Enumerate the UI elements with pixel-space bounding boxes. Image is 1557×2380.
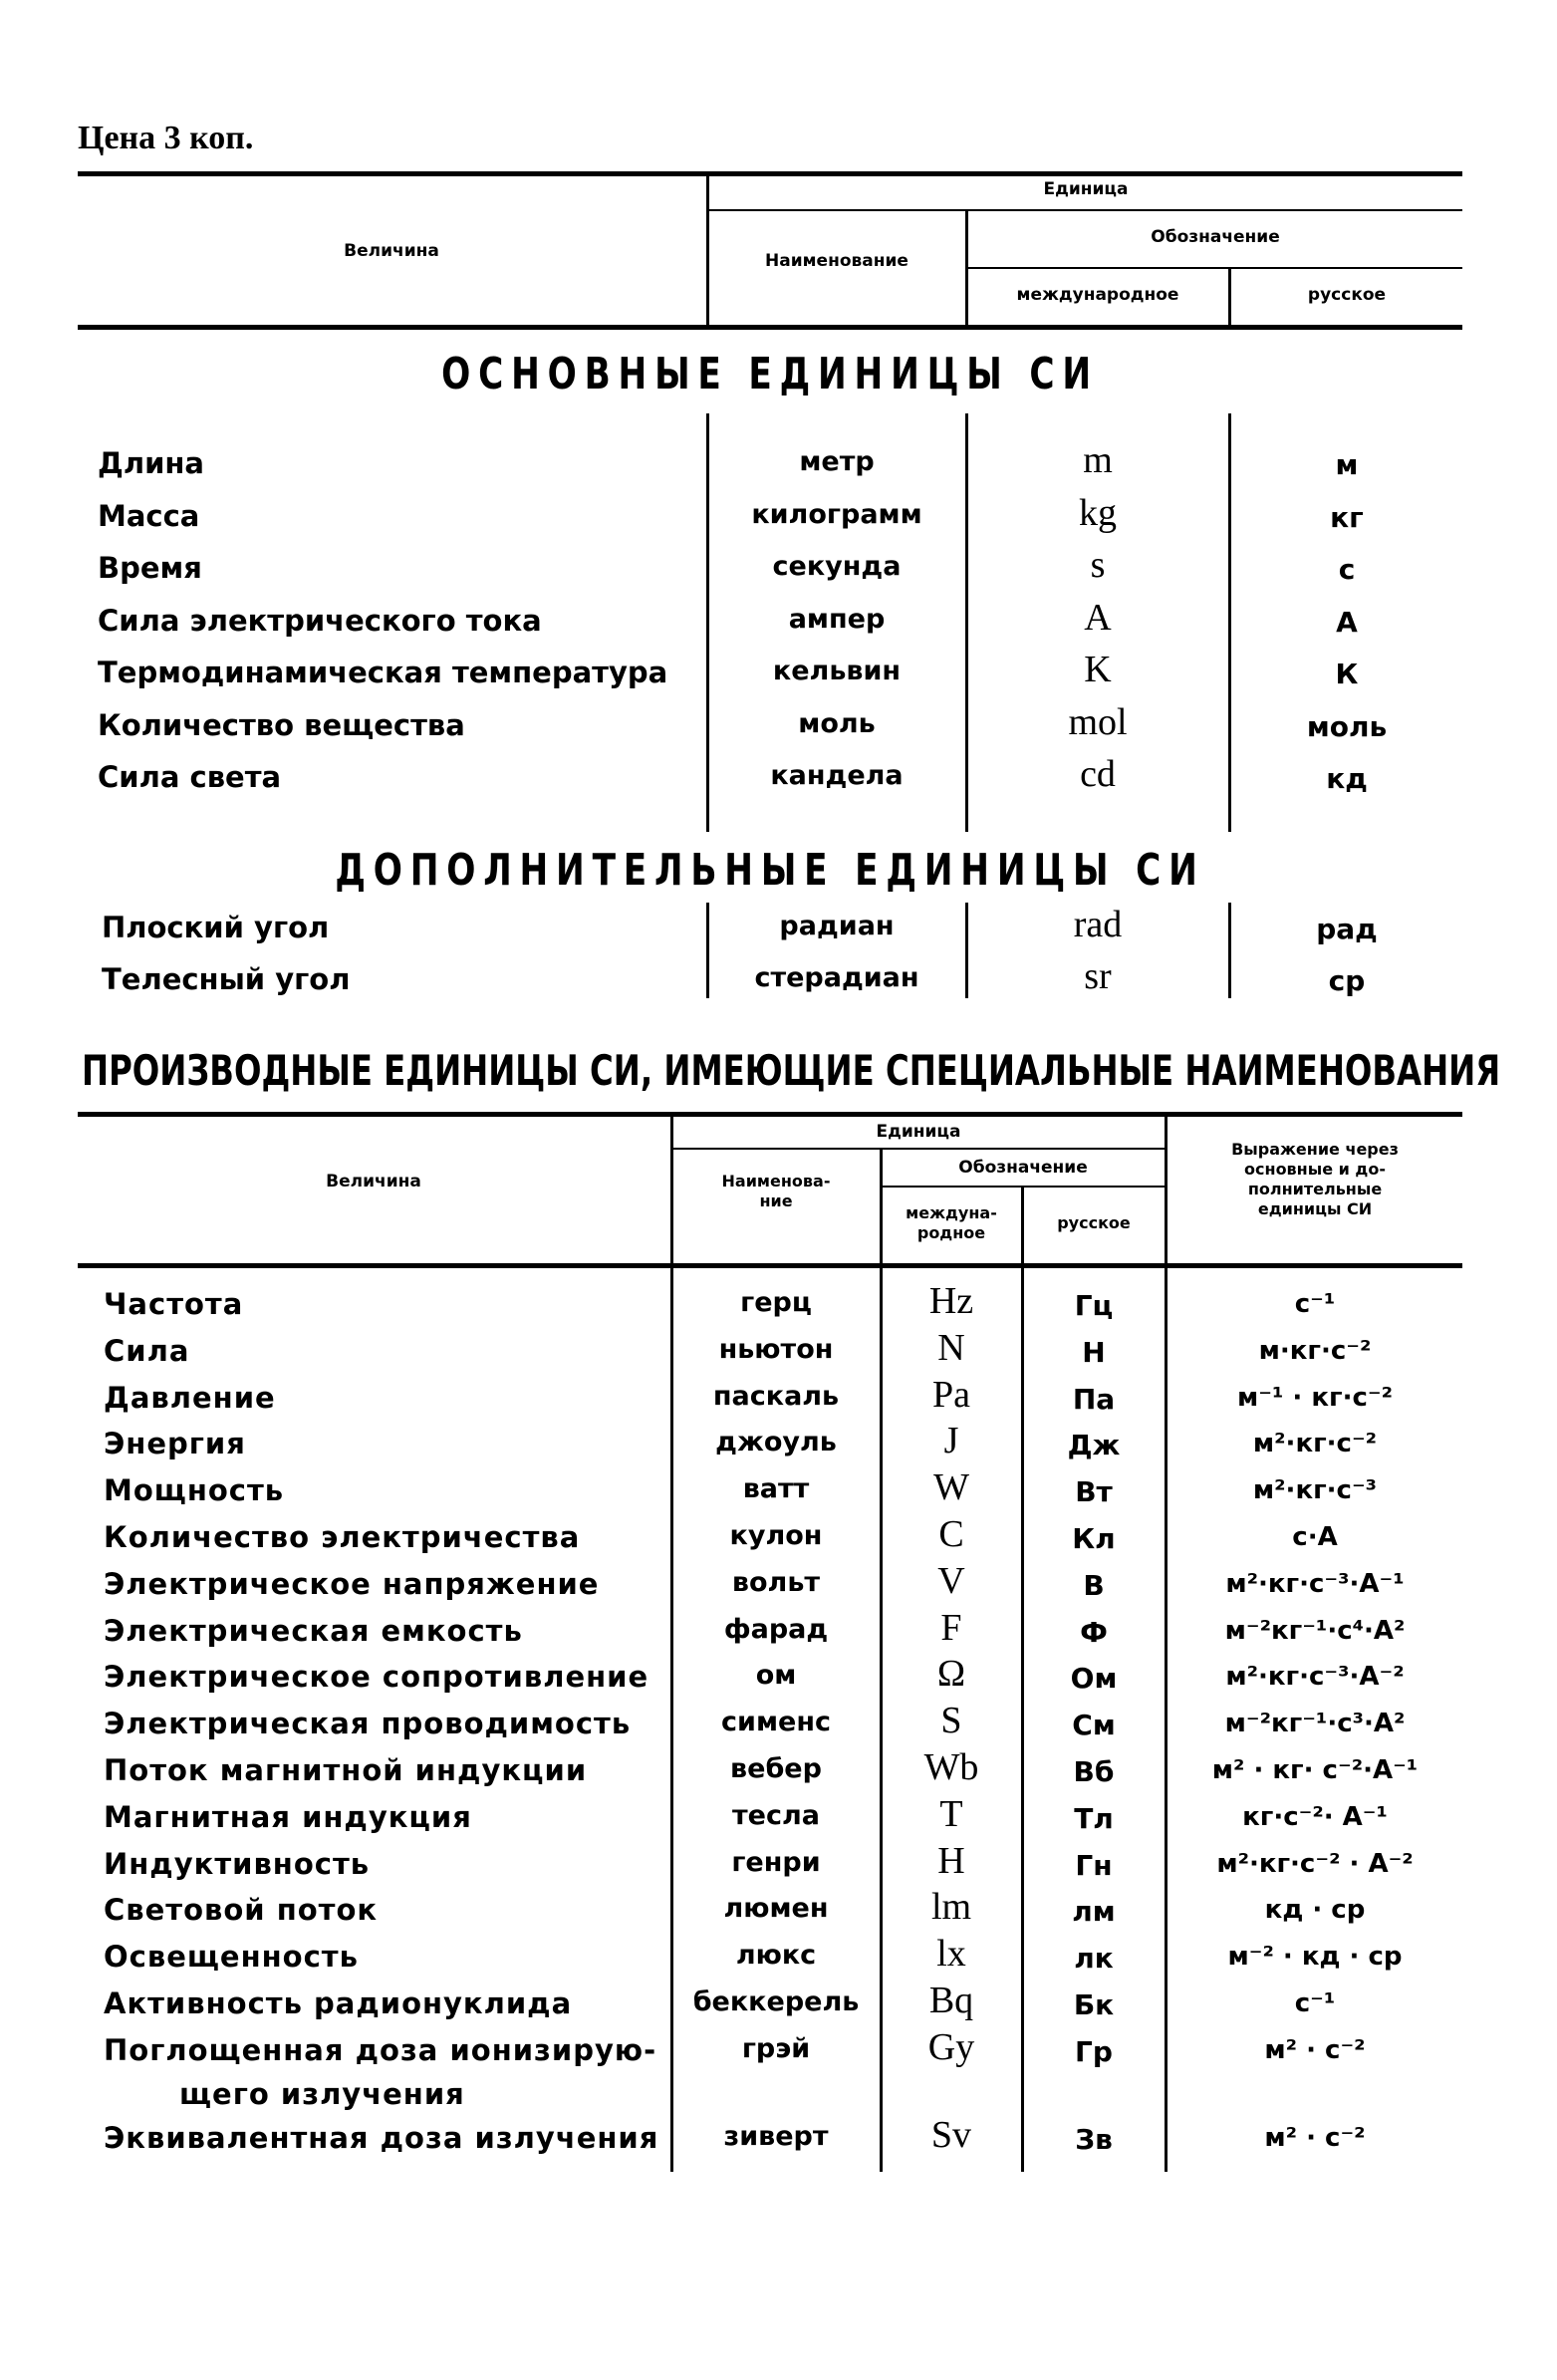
derived-unit-intl: W — [933, 1466, 969, 1509]
derived-unit-name: вебер — [730, 1753, 822, 1784]
derived-unit-intl: Pa — [932, 1373, 970, 1416]
derived-unit-rus: лм — [1072, 1895, 1116, 1929]
derived-quantity: Поток магнитной индукции — [104, 1753, 588, 1787]
section-derived-title: ПРОИЗВОДНЫЕ ЕДИНИЦЫ СИ, ИМЕЮЩИЕ СПЕЦИАЛЬНЫЕ НАИМЕНОВАНИЯ — [82, 1046, 1501, 1095]
derived-unit-intl: Sv — [930, 2113, 972, 2156]
derived-quantity: Активность радионуклида — [104, 1986, 573, 2020]
table2-col-quantity: Величина — [326, 1172, 421, 1191]
derived-unit-name: зиверт — [723, 2120, 829, 2152]
derived-quantity: Сила — [104, 1333, 190, 1368]
derived-quantity: Эквивалентная доза излучения — [104, 2120, 659, 2155]
base-unit-name: кельвин — [772, 656, 902, 686]
table2-col-name: Наименова- ние — [721, 1172, 831, 1210]
derived-unit-name: сименс — [721, 1707, 831, 1738]
derived-quantity: Электрическое сопротивление — [104, 1660, 649, 1695]
derived-unit-rus: Зв — [1075, 2122, 1113, 2156]
derived-quantity: Световой поток — [104, 1893, 379, 1928]
derived-unit-intl: lx — [936, 1933, 966, 1976]
base-quantity: Термодинамическая температура — [98, 656, 668, 689]
table2-header-bottom-rule — [78, 1263, 1462, 1268]
supp-quantity: Телесный угол — [102, 962, 351, 996]
table2-top-rule — [78, 1112, 1462, 1117]
derived-unit-name: ньютон — [718, 1333, 834, 1365]
derived-unit-intl: C — [938, 1513, 964, 1555]
derived-unit-name: грэй — [741, 2032, 811, 2064]
derived-quantity: Электрическое напряжение — [104, 1566, 600, 1601]
derived-unit-expression: м²·кг·с⁻² — [1252, 1429, 1378, 1459]
supp-quantity: Плоский угол — [102, 911, 330, 944]
derived-unit-rus: Бк — [1073, 1988, 1115, 2021]
base-unit-rus: м — [1335, 448, 1359, 481]
table2-col-expression: Выражение через основные и до- полнительные единицы СИ — [1231, 1140, 1399, 1218]
base-quantity: Длина — [98, 446, 204, 480]
derived-unit-rus: Вб — [1073, 1755, 1115, 1788]
base-unit-intl: A — [1084, 596, 1112, 639]
derived-unit-name: люмен — [723, 1893, 829, 1925]
table1-col-designation: Обозначение — [1151, 227, 1280, 247]
derived-unit-expression: м⁻²кг⁻¹·с³·А² — [1224, 1709, 1406, 1739]
derived-unit-name: вольт — [731, 1566, 821, 1598]
base-quantity: Сила электрического тока — [98, 603, 542, 638]
derived-unit-expression: м²·кг·с⁻³·А⁻² — [1225, 1662, 1405, 1693]
derived-unit-rus: Вт — [1075, 1475, 1113, 1509]
derived-unit-expression: м²·кг·с⁻³·А⁻¹ — [1225, 1568, 1405, 1599]
table1-header-bottom-rule — [78, 325, 1462, 330]
derived-quantity: Давление — [104, 1380, 276, 1415]
base-unit-name: метр — [799, 446, 875, 477]
derived-unit-expression: м⁻¹ · кг·с⁻² — [1237, 1382, 1393, 1413]
derived-unit-rus: Кл — [1072, 1522, 1116, 1555]
supp-unit-rus: рад — [1316, 913, 1378, 945]
base-unit-rus: К — [1335, 658, 1359, 690]
base-quantity: Масса — [98, 498, 200, 533]
table2-col-unit: Единица — [876, 1122, 961, 1142]
table2-unit-rule — [671, 1148, 1166, 1150]
base-quantity: Сила света — [98, 760, 282, 794]
table1-col-unit: Единица — [1043, 179, 1129, 199]
derived-quantity: Количество электричества — [104, 1520, 581, 1554]
table1-designation-rule — [966, 267, 1462, 269]
derived-unit-expression: м²·кг·с⁻³ — [1252, 1475, 1378, 1506]
base-unit-rus: кг — [1330, 500, 1364, 534]
base-unit-name: ампер — [788, 603, 886, 635]
derived-unit-intl: Gy — [927, 2025, 975, 2068]
derived-unit-rus: Гн — [1075, 1848, 1113, 1882]
derived-unit-rus: лк — [1074, 1942, 1114, 1976]
base-unit-name: кандела — [770, 760, 904, 791]
derived-unit-name: ом — [755, 1660, 797, 1692]
derived-unit-intl: N — [937, 1326, 965, 1369]
derived-unit-expression: кг·с⁻²· А⁻¹ — [1242, 1801, 1388, 1832]
derived-unit-name: беккерель — [692, 1986, 860, 2017]
derived-unit-intl: J — [943, 1420, 959, 1462]
base-unit-rus: с — [1338, 553, 1356, 586]
derived-unit-intl: F — [940, 1606, 962, 1649]
derived-unit-expression: м² · кг· с⁻²·А⁻¹ — [1211, 1755, 1419, 1785]
supp-unit-name: радиан — [779, 911, 895, 941]
supp-unit-intl: rad — [1073, 904, 1123, 945]
base-unit-name: моль — [798, 707, 876, 739]
derived-unit-intl: Wb — [923, 1746, 979, 1788]
derived-unit-name: ватт — [742, 1473, 810, 1505]
derived-unit-expression: с·А — [1292, 1522, 1338, 1552]
derived-quantity: Электрическая емкость — [104, 1613, 523, 1648]
derived-quantity: Частота — [104, 1287, 244, 1321]
derived-unit-expression: м² · с⁻² — [1264, 2122, 1366, 2153]
base-unit-rus: кд — [1326, 762, 1368, 795]
base-unit-intl: m — [1083, 439, 1113, 481]
section-supp-title: ДОПОЛНИТЕЛЬНЫЕ ЕДИНИЦЫ СИ — [335, 845, 1205, 896]
derived-unit-intl: S — [940, 1700, 962, 1742]
derived-unit-rus: Па — [1072, 1382, 1116, 1416]
base-unit-name: секунда — [772, 551, 902, 582]
table1-unit-rule — [707, 209, 1462, 211]
table2-col-international: междуна- родное — [906, 1203, 997, 1242]
derived-unit-intl: Hz — [928, 1280, 974, 1322]
derived-unit-intl: Ω — [936, 1653, 966, 1696]
supp-unit-intl: sr — [1084, 955, 1112, 997]
table1-col-quantity: Величина — [344, 241, 439, 261]
derived-unit-rus: Гр — [1075, 2034, 1113, 2068]
derived-quantity: Магнитная индукция — [104, 1799, 472, 1834]
derived-quantity: Освещенность — [104, 1940, 359, 1975]
derived-unit-rus: Гц — [1074, 1289, 1114, 1322]
derived-unit-expression: м·кг·с⁻² — [1258, 1335, 1372, 1366]
derived-unit-expression: м⁻²кг⁻¹·с⁴·А² — [1224, 1615, 1406, 1646]
derived-unit-expression: м²·кг·с⁻² · А⁻² — [1216, 1848, 1414, 1879]
derived-unit-name: паскаль — [712, 1380, 840, 1412]
derived-unit-name: генри — [731, 1846, 821, 1878]
derived-quantity: Электрическая проводимость — [104, 1707, 632, 1741]
derived-unit-expression: м² · с⁻² — [1264, 2034, 1366, 2065]
derived-unit-intl: H — [937, 1839, 965, 1882]
derived-unit-rus: См — [1072, 1709, 1116, 1742]
derived-quantity: Мощность — [104, 1473, 285, 1508]
price-label: Цена 3 коп. — [78, 120, 254, 156]
derived-quantity: Поглощенная доза ионизирую- — [104, 2032, 657, 2067]
base-unit-intl: kg — [1079, 491, 1117, 534]
derived-unit-intl: Bq — [928, 1980, 974, 2021]
derived-unit-name: джоуль — [715, 1427, 837, 1458]
derived-unit-rus: В — [1083, 1568, 1105, 1602]
base-unit-intl: s — [1090, 544, 1106, 586]
base-unit-name: килограмм — [751, 498, 922, 530]
supp-unit-name: стерадиан — [754, 962, 919, 993]
derived-unit-rus: Тл — [1074, 1801, 1114, 1835]
base-quantity: Время — [98, 551, 202, 585]
table1-col-international: международное — [1016, 285, 1179, 305]
derived-unit-rus: Н — [1082, 1335, 1106, 1369]
derived-quantity: Энергия — [104, 1427, 246, 1461]
derived-unit-rus: Ом — [1070, 1662, 1118, 1696]
derived-unit-rus: Дж — [1067, 1429, 1121, 1462]
derived-unit-intl: V — [937, 1559, 965, 1602]
derived-unit-rus: Ф — [1080, 1615, 1108, 1649]
derived-quantity: Индуктивность — [104, 1846, 371, 1881]
table1-col-name: Наименование — [765, 251, 908, 271]
table2-col-russian: русское — [1057, 1213, 1131, 1232]
derived-unit-expression: кд · ср — [1264, 1895, 1366, 1926]
section-base-title: ОСНОВНЫЕ ЕДИНИЦЫ СИ — [441, 349, 1099, 399]
derived-unit-name: тесла — [732, 1799, 820, 1831]
base-unit-intl: mol — [1068, 700, 1128, 743]
derived-unit-name: фарад — [723, 1613, 829, 1645]
derived-unit-intl: T — [939, 1792, 963, 1835]
supp-unit-rus: ср — [1328, 964, 1366, 997]
table1-col-russian: русское — [1307, 285, 1387, 305]
derived-unit-expression: м⁻² · кд · ср — [1227, 1942, 1403, 1973]
derived-unit-name: люкс — [735, 1940, 817, 1972]
table1-top-rule — [78, 171, 1462, 176]
derived-unit-expression: с⁻¹ — [1294, 1289, 1336, 1319]
base-unit-rus: моль — [1306, 709, 1388, 743]
base-unit-intl: cd — [1080, 753, 1116, 795]
base-unit-rus: А — [1336, 605, 1358, 639]
base-quantity: Количество вещества — [98, 707, 465, 742]
base-unit-intl: K — [1084, 649, 1112, 690]
derived-unit-name: кулон — [729, 1520, 823, 1551]
derived-unit-expression: с⁻¹ — [1294, 1988, 1336, 2018]
derived-unit-intl: lm — [930, 1886, 972, 1929]
derived-quantity-continuation: щего излучения — [179, 2076, 465, 2111]
derived-unit-name: герц — [740, 1287, 812, 1318]
table2-col-designation: Обозначение — [958, 1158, 1088, 1178]
